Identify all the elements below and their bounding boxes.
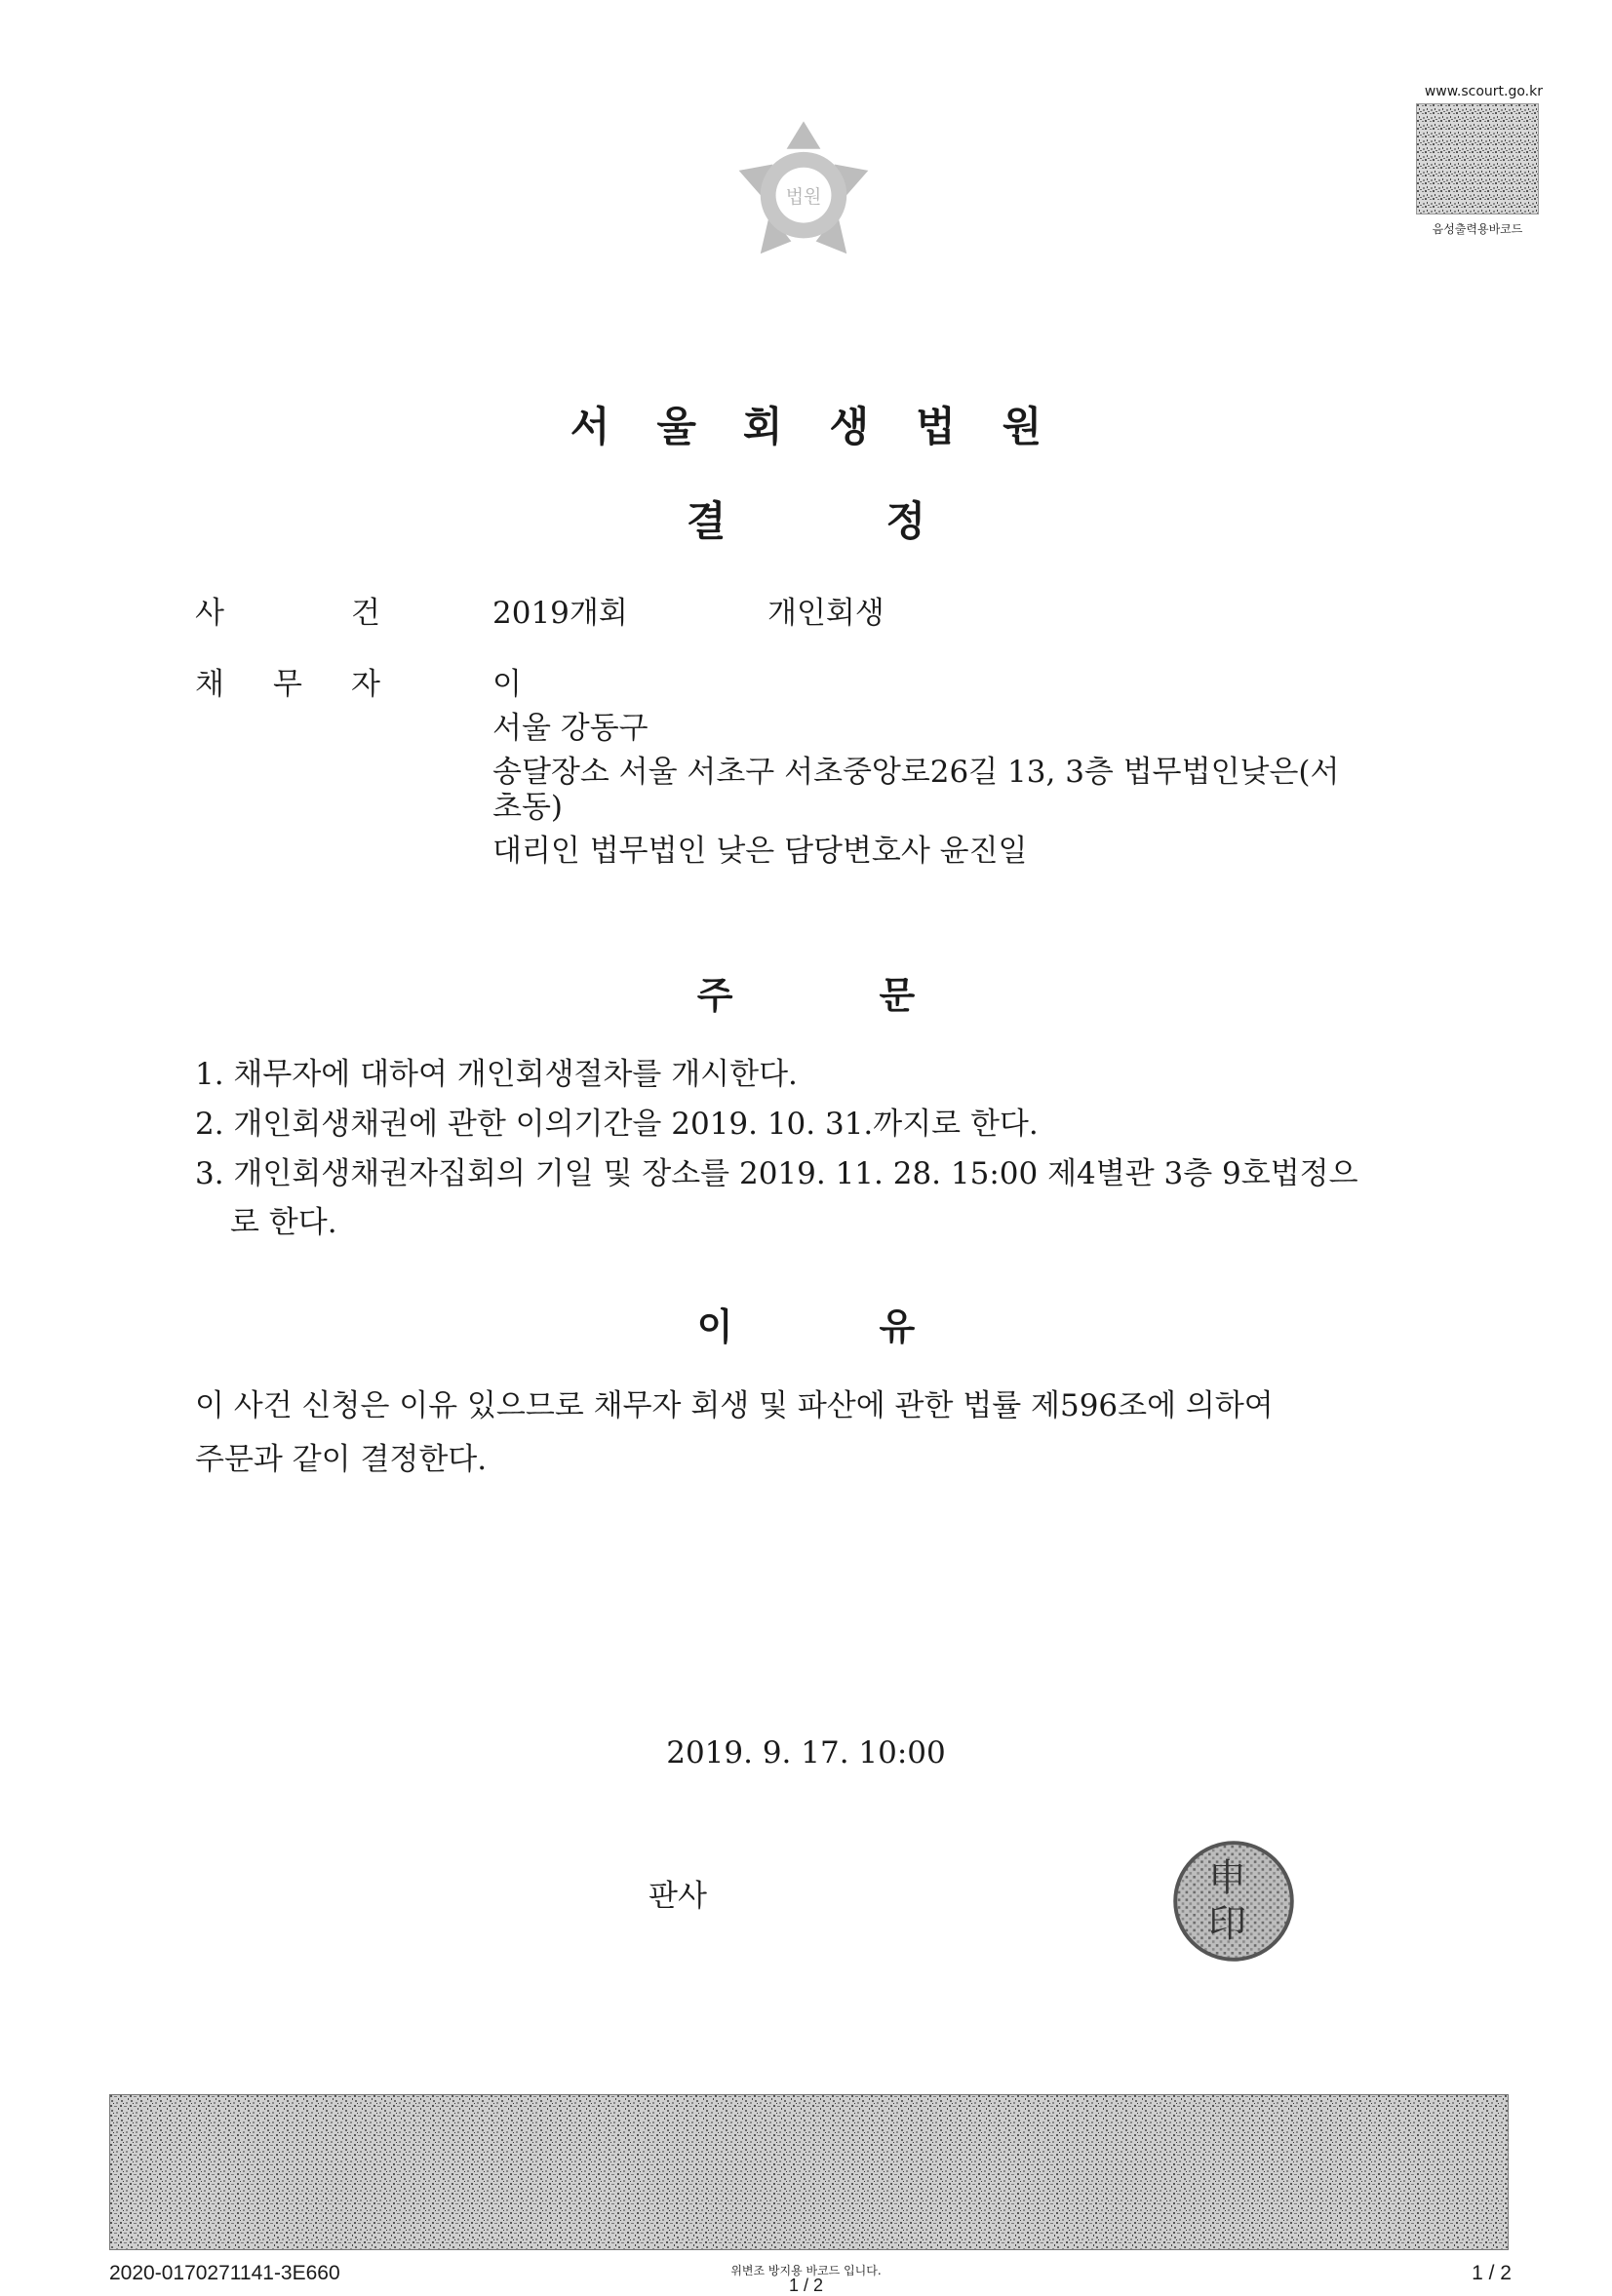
case-number: 2019개회 xyxy=(492,596,628,631)
order-item-continuation: 로 한다. xyxy=(230,1205,337,1240)
order-item: 3. 개인회생채권자집회의 기일 및 장소를 2019. 11. 28. 15:00 제4별관 3층 9호법정으 xyxy=(195,1156,1358,1191)
court-emblem-icon xyxy=(727,115,881,269)
document-id: 2020-0170271141-3E660 xyxy=(109,2262,340,2284)
debtor-label-char: 무 xyxy=(273,667,302,702)
reason-line: 주문과 같이 결정한다. xyxy=(195,1442,488,1477)
order-item: 2. 개인회생채권에 관한 이의기간을 2019. 10. 31.까지로 한다. xyxy=(195,1107,1039,1142)
service-address-line2: 초동) xyxy=(492,790,563,825)
order-item: 1. 채무자에 대하여 개인회생절차를 개시한다. xyxy=(195,1057,798,1092)
anti-forgery-barcode xyxy=(109,2094,1509,2250)
debtor-label-char: 자 xyxy=(351,667,380,702)
document-title: 결정 xyxy=(686,497,1086,545)
order-heading: 주문 xyxy=(696,974,1062,1017)
decision-date: 2019. 9. 17. 10:00 xyxy=(666,1735,946,1771)
court-name: 서울회생법원 xyxy=(570,403,1089,450)
qr-code-icon xyxy=(1416,103,1539,214)
emblem-text: 법원 xyxy=(785,186,822,209)
case-label-char: 사 xyxy=(195,596,224,631)
qr-caption: 음성출력용바코드 xyxy=(1432,222,1523,236)
debtor-name: 이 xyxy=(492,667,522,702)
reason-line: 이 사건 신청은 이유 있으므로 채무자 회생 및 파산에 관한 법률 제596조에 의하여 xyxy=(195,1388,1274,1423)
seal-char: 印 xyxy=(1208,1902,1247,1947)
judge-label: 판사 xyxy=(649,1879,707,1914)
page-number-center: 1 / 2 xyxy=(788,2276,824,2295)
page-number-right: 1 / 2 xyxy=(1472,2262,1512,2284)
legal-agent: 대리인 법무법인 낮은 담당변호사 윤진일 xyxy=(492,834,1028,869)
seal-char: 申 xyxy=(1208,1856,1247,1901)
debtor-address: 서울 강동구 xyxy=(492,711,649,746)
service-address-line1: 송달장소 서울 서초구 서초중앙로26길 13, 3층 법무법인낮은(서 xyxy=(492,755,1340,790)
debtor-label xyxy=(195,663,380,707)
qr-url: www.scourt.go.kr xyxy=(1424,84,1543,99)
case-type: 개인회생 xyxy=(767,596,885,631)
judge-seal-icon xyxy=(1170,1838,1297,1965)
anti-forgery-note: 위변조 방지용 바코드 입니다. xyxy=(730,2264,882,2277)
debtor-label-char: 채 xyxy=(195,667,224,702)
reason-heading: 이유 xyxy=(696,1305,1062,1348)
case-label xyxy=(195,592,380,636)
case-label-char: 건 xyxy=(351,596,380,631)
